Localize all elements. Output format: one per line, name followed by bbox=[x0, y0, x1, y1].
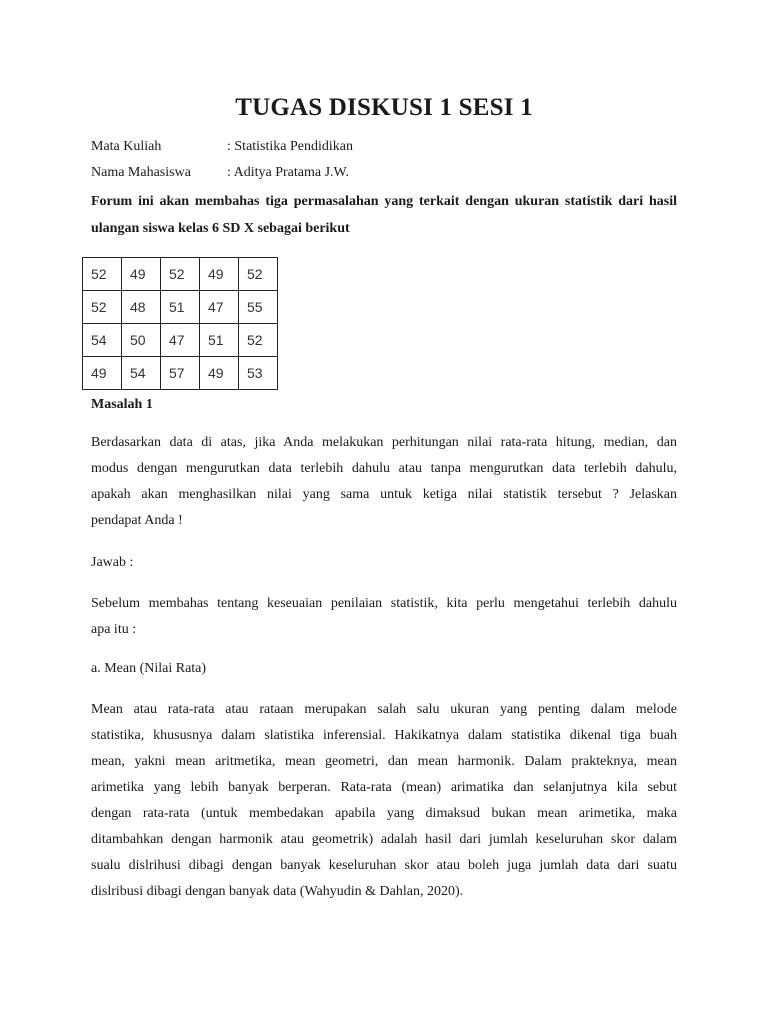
mean-paragraph bbox=[91, 697, 677, 905]
table-cell: 48 bbox=[122, 291, 161, 324]
table-cell: 52 bbox=[239, 258, 278, 291]
meta-course-value: : Statistika Pendidikan bbox=[227, 139, 353, 154]
paragraph-line: statistika, khususnya dalam slatistika inferensial. Hakikatnya dalam statistika dikenal tiga buah bbox=[91, 728, 677, 743]
scores-table bbox=[82, 257, 278, 390]
answer-label: Jawab : bbox=[91, 555, 134, 570]
meta-student-label: Nama Mahasiswa bbox=[91, 165, 191, 180]
paragraph-line: ditambahkan dengan harmonik atau geometrik) adalah hasil dari jumlah keseluruhan skor dalam bbox=[91, 832, 677, 847]
paragraph-line: dislribusi dibagi dengan banyak data (Wahyudin & Dahlan, 2020). bbox=[91, 884, 464, 899]
meta-student bbox=[91, 165, 349, 181]
table-cell: 53 bbox=[239, 357, 278, 390]
table-cell: 57 bbox=[161, 357, 200, 390]
table-cell: 52 bbox=[83, 291, 122, 324]
table-row bbox=[83, 324, 278, 357]
table-cell: 51 bbox=[200, 324, 239, 357]
table-cell: 49 bbox=[83, 357, 122, 390]
mean-heading: a. Mean (Nilai Rata) bbox=[91, 661, 207, 676]
table-cell: 52 bbox=[239, 324, 278, 357]
paragraph-line: pendapat Anda ! bbox=[91, 513, 183, 528]
paragraph-line: Mean atau rata-rata atau rataan merupakan salah salu ukuran yang penting dalam melode bbox=[91, 702, 677, 717]
intro-answer-paragraph bbox=[91, 591, 677, 643]
table-cell: 52 bbox=[161, 258, 200, 291]
table-row bbox=[83, 258, 278, 291]
table-cell: 50 bbox=[122, 324, 161, 357]
paragraph-line: arimetika yang lebih banyak berperan. Rata-rata (mean) arimatika dan selanjutnya kila sebut bbox=[91, 780, 677, 795]
paragraph-line: apakah akan menghasilkan nilai yang sama untuk ketiga nilai statistik tersebut ? Jelaskan bbox=[91, 487, 677, 502]
paragraph-line: Berdasarkan data di atas, jika Anda melakukan perhitungan nilai rata-rata hitung, median, dan bbox=[91, 435, 677, 450]
problem-heading: Masalah 1 bbox=[91, 397, 153, 412]
document-title: TUGAS DISKUSI 1 SESI 1 bbox=[235, 94, 533, 121]
table-cell: 47 bbox=[161, 324, 200, 357]
meta-course bbox=[91, 139, 353, 155]
table-cell: 49 bbox=[200, 357, 239, 390]
table-cell: 54 bbox=[83, 324, 122, 357]
table-cell: 49 bbox=[200, 258, 239, 291]
table-cell: 54 bbox=[122, 357, 161, 390]
table-cell: 51 bbox=[161, 291, 200, 324]
paragraph-line: sualu dislrihusi dibagi dengan banyak keseluruhan skor atau boleh juga jumlah data dari suatu bbox=[91, 858, 677, 873]
problem-paragraph bbox=[91, 430, 677, 534]
meta-course-label: Mata Kuliah bbox=[91, 139, 162, 154]
table-row bbox=[83, 357, 278, 390]
table-cell: 55 bbox=[239, 291, 278, 324]
intro-paragraph: Forum ini akan membahas tiga permasalahan yang terkait dengan ukuran statistik dari hasil ulangan siswa kelas 6 SD X sebagai berikut bbox=[91, 194, 677, 236]
table-row bbox=[83, 291, 278, 324]
table-cell: 52 bbox=[83, 258, 122, 291]
paragraph-line: mean, yakni mean aritmetika, mean geometri, dan mean harmonik. Dalam prakteknya, mean bbox=[91, 754, 677, 769]
meta-student-value: : Aditya Pratama J.W. bbox=[227, 165, 349, 180]
table-cell: 49 bbox=[122, 258, 161, 291]
paragraph-line: Sebelum membahas tentang keseuaian penilaian statistik, kita perlu mengetahui terlebih dahulu bbox=[91, 596, 677, 611]
paragraph-line: dengan rata-rata (untuk membedakan apabila yang dimaksud bukan mean arimetika, maka bbox=[91, 806, 677, 821]
table-cell: 47 bbox=[200, 291, 239, 324]
paragraph-line: apa itu : bbox=[91, 622, 137, 637]
paragraph-line: modus dengan mengurutkan data terlebih dahulu atau tanpa mengurutkan data terlebih dahulu, bbox=[91, 461, 677, 476]
